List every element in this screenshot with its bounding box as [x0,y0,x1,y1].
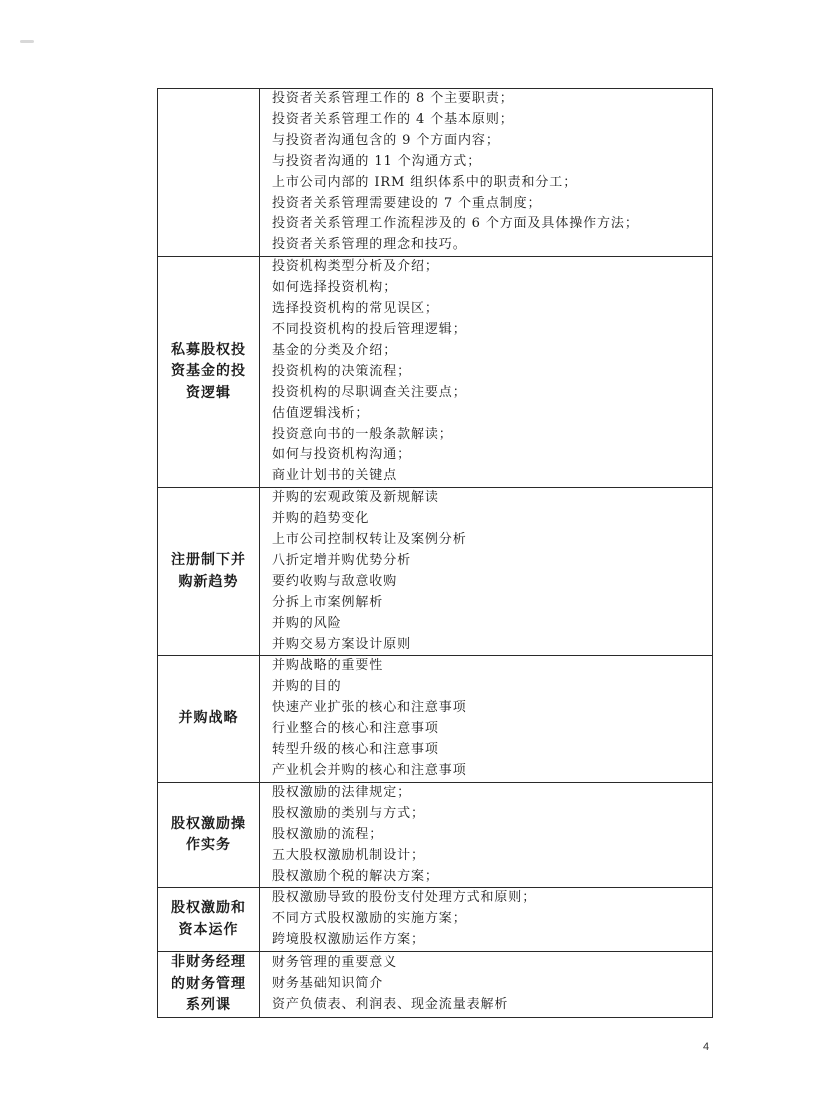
section-topic-line: 非财务经理 [171,954,246,971]
section-item: 股权激励个税的解决方案； [272,868,439,884]
section-item: 上市公司内部的 IRM 组织体系中的职责和分工； [272,174,578,190]
page-number: 4 [703,1041,710,1053]
section-topic [158,782,260,888]
section-item: 并购战略的重要性 [272,658,384,674]
section-item: 跨境股权激励运作方案； [272,932,425,948]
section-topic-line: 作实务 [186,837,231,854]
section-item: 转型升级的核心和注意事项 [272,742,439,758]
section-item: 上市公司控制权转让及案例分析 [272,532,467,548]
section-topic [158,888,260,952]
section-item: 行业整合的核心和注意事项 [272,721,439,737]
section-item: 资产负债表、利润表、现金流量表解析 [272,996,509,1012]
section-content [260,952,713,1018]
section-item: 股权激励的类别与方式； [272,805,425,821]
section-topic-line: 注册制下并 [171,552,246,569]
section-topic [158,89,260,257]
section-topic-line: 资基金的投 [171,363,246,380]
course-section-row [158,89,713,257]
section-topic-line: 私募股权投 [171,341,246,358]
section-item: 股权激励的流程； [272,826,384,842]
section-topic-line: 购新趋势 [178,573,239,590]
section-item: 投资机构的尽职调查关注要点； [272,384,467,400]
section-item: 要约收购与敌意收购 [272,573,398,589]
course-section-row [158,782,713,888]
course-section-row [158,488,713,656]
section-topic-line: 资本运作 [178,921,239,938]
section-item: 投资者关系管理需要建设的 7 个重点制度； [272,195,542,211]
section-item: 五大股权激励机制设计； [272,847,425,863]
section-item: 投资意向书的一般条款解读； [272,426,453,442]
section-item: 不同方式股权激励的实施方案； [272,911,467,927]
section-item: 股权激励的法律规定； [272,784,412,800]
section-item: 与投资者沟通包含的 9 个方面内容； [272,132,500,148]
section-item: 八折定增并购优势分析 [272,552,412,568]
course-section-row [158,888,713,952]
section-item: 财务管理的重要意义 [272,955,398,971]
section-item: 产业机会并购的核心和注意事项 [272,763,467,778]
course-section-row [158,257,713,488]
section-content [260,656,713,782]
section-item: 投资者关系管理工作流程涉及的 6 个方面及具体操作方法； [272,216,639,232]
section-topic [158,656,260,782]
section-topic-line: 资逻辑 [186,384,231,401]
course-section-row [158,952,713,1018]
section-item: 并购交易方案设计原则 [272,636,412,652]
section-item: 商业计划书的关键点 [272,468,398,484]
section-topic [158,488,260,656]
section-item: 如何选择投资机构； [272,280,398,296]
section-topic [158,952,260,1018]
section-item: 股权激励导致的股份支付处理方式和原则； [272,890,537,906]
section-topic-line: 的财务管理 [171,975,246,992]
section-item: 投资机构的决策流程； [272,363,412,379]
section-item: 并购的趋势变化 [272,511,370,527]
course-section-row [158,656,713,782]
section-item: 财务基础知识简介 [272,975,384,991]
section-topic-line: 系列课 [186,997,231,1014]
section-item: 如何与投资机构沟通； [272,447,412,463]
section-content [260,89,713,257]
section-item: 选择投资机构的常见误区； [272,301,439,317]
section-item: 分拆上市案例解析 [272,594,384,610]
section-content [260,257,713,488]
section-item: 快速产业扩张的核心和注意事项 [272,700,467,716]
section-item: 基金的分类及介绍； [272,342,398,358]
scan-artifact [20,40,34,43]
section-topic-line: 并购战略 [178,710,239,727]
section-item: 投资者关系管理工作的 4 个基本原则； [272,111,514,127]
section-item: 投资机构类型分析及介绍； [272,259,439,275]
section-topic-line: 股权激励和 [171,900,246,917]
section-item: 不同投资机构的投后管理逻辑； [272,321,467,337]
section-item: 投资者关系管理的理念和技巧。 [272,237,467,253]
section-content [260,888,713,952]
course-outline-table [157,88,713,1018]
section-topic-line: 股权激励操 [171,815,246,832]
section-item: 并购的风险 [272,615,342,631]
section-item: 与投资者沟通的 11 个沟通方式； [272,153,482,169]
section-content [260,488,713,656]
section-item: 并购的目的 [272,679,342,695]
table-body [158,89,713,1018]
section-item: 投资者关系管理工作的 8 个主要职责； [272,91,514,106]
section-item: 并购的宏观政策及新规解读 [272,490,439,506]
section-item: 估值逻辑浅析； [272,405,370,421]
section-content [260,782,713,888]
section-topic [158,257,260,488]
